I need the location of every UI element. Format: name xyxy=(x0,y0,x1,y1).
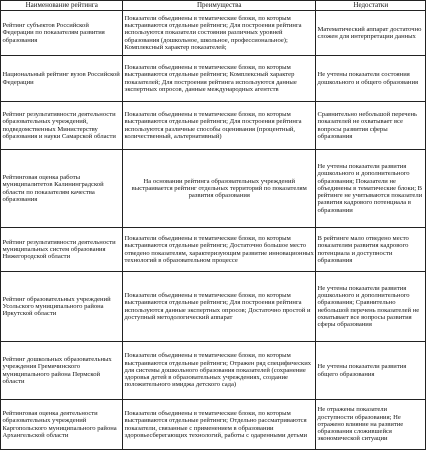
table-row xyxy=(1,272,426,342)
disadvantages-cell: Не отражены показатели доступности образования; Не отражено влияние на развитие образования сложившейся экономической ситуации xyxy=(316,400,426,450)
disadvantages-cell: Математический аппарат достаточно сложен для интерпретации данных xyxy=(316,11,426,56)
table-row xyxy=(1,150,426,228)
advantages-cell: Показатели объединены в тематические блоки, по которым выстраиваются отдельные рейтинги; Для построения рейтинга используются различные способы оценивания (процентный, количественный, альтернативный) xyxy=(123,102,316,150)
header-rating-name: Наименование рейтинга xyxy=(1,1,123,11)
disadvantages-cell: Не учтены показатели развития общего образования xyxy=(316,342,426,400)
advantages-cell: Показатели объединены в тематические блоки, по которым выстраиваются отдельные рейтинги; Отражен ряд специфических для системы дошкольного образования показателей (сохранение здоровья детей в образовательных учреждениях, создание положительного имиджа детского сада) xyxy=(123,342,316,400)
header-advantages: Преимущества xyxy=(123,1,316,11)
table-row xyxy=(1,11,426,56)
table-header-row xyxy=(1,1,426,11)
table-row xyxy=(1,400,426,450)
rating-name-cell: Рейтинговая оценка деятельности образовательных учреждений Каргопольского муниципального района Архангельской области xyxy=(1,400,123,450)
disadvantages-cell: В рейтинге мало отведено место показателям развития кадрового потенциала и доступности образования xyxy=(316,228,426,272)
advantages-cell: Показатели объединены в тематические блоки, по которым выстраиваются отдельные рейтинги; Достаточно большое место отведено показателям, характеризующим развитие инновационных технологий в образовательном процессе xyxy=(123,228,316,272)
advantages-cell: Показатели объединены в тематические блоки, по которым выстраиваются отдельные рейтинги; Комплексный характер показателей; Для построения рейтинга используются данные экспертных опросов, данные международных агентств xyxy=(123,56,316,102)
advantages-cell: На основании рейтинга образовательных учреждений выстраивается рейтинг отдельных территорий по показателям развития образования xyxy=(123,150,316,228)
advantages-cell: Показатели объединены в тематические блоки, по которым выстраиваются отдельные рейтинги; Для построения рейтинга используются данные экспертных опросов; Достаточно простой и доступный методологический аппарат xyxy=(123,272,316,342)
rating-name-cell: Рейтинговая оценка работы муниципалитетов Калининградской области по показателям качества образования xyxy=(1,150,123,228)
header-disadvantages: Недостатки xyxy=(316,1,426,11)
disadvantages-cell: Не учтены показатели состояния дошкольного и общего образования xyxy=(316,56,426,102)
rating-name-cell: Рейтинг результативности деятельности муниципальных систем образования Нижегородской области xyxy=(1,228,123,272)
rating-name-cell: Рейтинг образовательных учреждений Усольского муниципального района Иркутской области xyxy=(1,272,123,342)
disadvantages-cell: Не учтены показатели развития дошкольного и дополнительного образования; Показатели не объединены в тематические блоки; В рейтинге не учитываются показатели развития кадрового потенциала в образовании xyxy=(316,150,426,228)
rating-name-cell: Рейтинг дошкольных образовательных учреждения Гремячинского муниципального района Пермской области xyxy=(1,342,123,400)
rating-name-cell: Национальный рейтинг вузов Российской Федерации xyxy=(1,56,123,102)
advantages-cell: Показатели объединены в тематические блоки, по которым выстраиваются отдельные рейтинги; Для построения рейтинга используются показатели состояния различных уровней образования (дошкольное, школьное, профессиональное); Комплексный характер показателей; xyxy=(123,11,316,56)
disadvantages-cell: Не учтены показатели развития дошкольного и дополнительного образования; Сравнительно небольшой перечень показателей не охватывает все вопросы развития сферы образования xyxy=(316,272,426,342)
rating-name-cell: Рейтинг субъектов Российской Федерации по показателям развития образования xyxy=(1,11,123,56)
rating-name-cell: Рейтинг результативности деятельности образовательных учреждений, подведомственных Министерству образования и науки Самарской области xyxy=(1,102,123,150)
table-row xyxy=(1,228,426,272)
advantages-cell: Показатели объединены в тематические блоки, по которым выстраиваются отдельные рейтинги; Отдельно рассматриваются показатели, связанные с применением в образовании здоровьесберегающих технологий, работы с одаренными детьми xyxy=(123,400,316,450)
table-row xyxy=(1,56,426,102)
table-row xyxy=(1,342,426,400)
disadvantages-cell: Сравнительно небольшой перечень показателей не охватывает все вопросы развития сферы образования xyxy=(316,102,426,150)
table-row xyxy=(1,102,426,150)
